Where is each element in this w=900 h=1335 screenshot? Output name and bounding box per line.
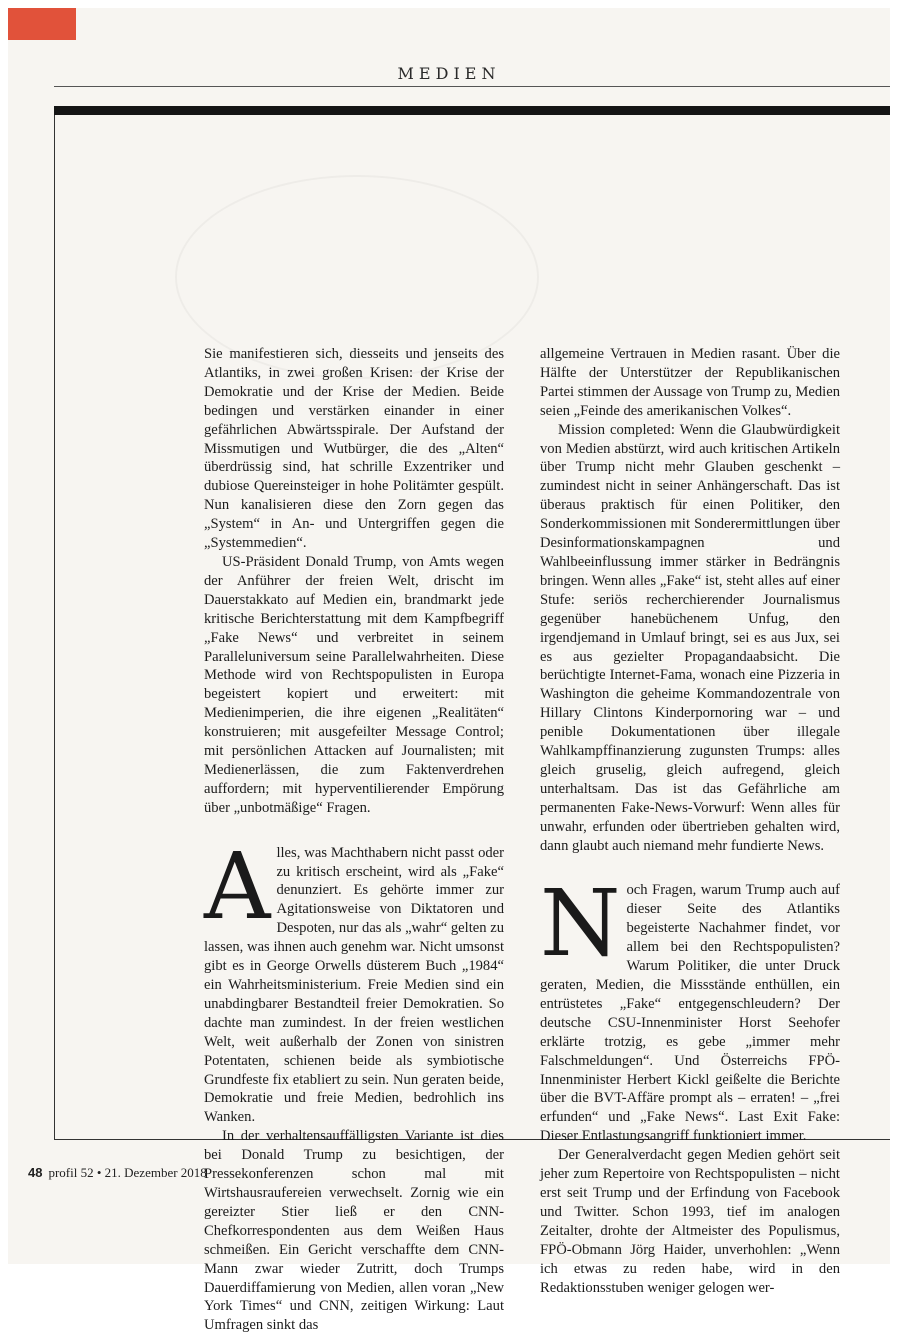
header-rule-thin [54, 86, 890, 87]
drop-cap-paragraph [540, 870, 840, 1146]
page-footer [28, 1165, 207, 1181]
drop-cap-letter: N [540, 870, 621, 978]
corner-color-mark [8, 8, 76, 40]
article-column-right [540, 345, 840, 1297]
paragraph: US-Präsident Donald Trump, von Amts wegen der Anführer der freien Welt, drischt im Dauerstakkato auf Medien ein, brandmarkt jede kritische Berichterstattung mit dem Kampfbegriff „Fake News“ und verbreitet in seinem Paralleluniversum seine Parallelwahrheiten. Diese Methode wird von Rechtspopulisten in Europa begeistert kopiert und erweitert: mit Medienimperien, die ihre eigenen „Realitäten“ konstruieren; mit ausgefeilter Message Control; mit persönlichen Attacken auf Journalisten; mit Medienerlässen, die zum Faktenverdrehen auffordern; mit hyperventilierender Empörung über „unbotmäßige“ Fragen. [204, 553, 504, 816]
drop-cap-text: lles, was Machthabern nicht passt oder zu kritisch erscheint, wird als „Fake“ denunziert. Es gehörte immer zur Agitationsweise von Diktatoren und Despoten, nur das als „wahr“ gelten zu lassen, was ihnen auch genehm war. Nicht umsonst gibt es in George Orwells düsterem Buch „1984“ ein Wahrheitsministerium. Freie Medien sind ein unabdingbarer Bestandteil freier Demokratien. So dachte man zumindest. In der freien westlichen Welt, weit außerhalb der Zonen von sinistren Potentaten, schienen beide als symbiotische Grundfeste fix etabliert zu sein. Nun geraten beide, Demokratie und freie Medien, bedrohlich ins Wanken. [204, 844, 504, 1126]
drop-cap-paragraph [204, 832, 504, 1128]
paragraph: Mission completed: Wenn die Glaubwürdigkeit von Medien abstürzt, wird auch kritischen Artikeln über Trump nicht mehr Glauben geschenkt – zumindest nicht in seiner Anhängerschaft. Das ist überaus praktisch für einen Politiker, den Sonderkommissionen mit Sonderermittlungen über Desinformationskampagnen und Wahlbeeinflussung immer stärker in Bedrängnis bringen. Wenn alles „Fake“ ist, steht alles auf einer Stufe: seriös recherchierender Journalismus gegenüber hanebüchenem Unfug, den irgendjemand in Umlauf bringt, sei es aus Jux, sei es aus gezielter Propagandaabsicht. Die berüchtigte Internet-Fama, wonach eine Pizzeria in Washington die geheime Kommandozentrale von Hillary Clintons Kinderpornoring war – und penible Dokumentationen über illegale Wahlkampffinanzierung zugunsten Trumps: alles gleich gruselig, gleich aufregend, gleich unterhaltsam. Das ist das Gefährliche am permanenten Fake-News-Vorwurf: Wenn alles für unwahr, erfunden oder übertrieben gehalten wird, dann glaubt auch niemand mehr fundierte News. [540, 421, 840, 854]
drop-cap-letter: A [204, 832, 271, 940]
drop-cap-text: och Fragen, warum Trump auch auf dieser Seite des Atlantiks begeisterte Nachahmer findet, vor allem bei den Rechtspopulisten? Warum Politiker, die unter Druck geraten, Medien, die Missstände enthüllen, ein entrüstetes „Fake“ entgegenschleudern? Der deutsche CSU-Innenminister Horst Seehofer erklärte trotzig, es gebe „immer mehr Falschmeldungen“. Und Österreichs FPÖ-Innenminister Herbert Kickl geißelte die Berichte über die BVT-Affäre prompt als – erraten! – „frei erfunden“ und „Fake News“. Last Exit Fake: Dieser Entlastungsangriff funktioniert immer. [540, 882, 840, 1145]
paragraph: Sie manifestieren sich, diesseits und jenseits des Atlantiks, in zwei großen Krisen: der Krise der Demokratie und der Krise der Medien. Beide bedingen und verstärken einander in einer gefährlichen Abwärtsspirale. Der Aufstand der Missmutigen und Wutbürger, die des „Alten“ überdrüssig sind, hat schrille Exzentriker und dubiose Quereinsteiger in hohe Politämter gespült. Nun kanalisieren diese den Zorn gegen das „System“ in An- und Untergriffen gegen die „Systemmedien“. [204, 346, 504, 552]
paragraph: allgemeine Vertrauen in Medien rasant. Über die Hälfte der Unterstützer der Republikanischen Partei stimmen der Aussage von Trump zu, Medien seien „Feinde des amerikanischen Volkes“. [540, 346, 840, 419]
header-rule-thick [54, 106, 890, 115]
page-number: 48 [28, 1165, 43, 1180]
article-column-left [204, 345, 504, 1335]
magazine-page [8, 8, 890, 1334]
section-label: MEDIEN [397, 64, 501, 83]
paragraph: Der Generalverdacht gegen Medien gehört seit jeher zum Repertoire von Rechtspopulisten – nicht erst seit Trump und der Erfindung von Facebook und Twitter. Schon 1993, tief im analogen Zeitalter, drohte der Altmeister des Populismus, FPÖ-Obmann Jörg Haider, unverhohlen: „Wenn ich etwas zu reden habe, wird in den Redaktionsstuben weniger gelogen wer- [540, 1147, 840, 1296]
issue-info: profil 52 • 21. Dezember 2018 [48, 1165, 207, 1180]
paragraph: In der verhaltensauffälligsten Variante ist dies bei Donald Trump zu besichtigen, der Pressekonferenzen schon mal mit Wirtshausraufereien verwechselt. Zornig wie ein gereizter Stier ließ er den CNN-Chefkorrespondenten aus dem Weißen Haus schmeißen. Ein Gericht verschaffte dem CNN-Mann zwar wieder Zutritt, doch Trumps Dauerdiffamierung von Medien, allen voran „New York Times“ und CNN, zeitigen Wirkung: Laut Umfragen sinkt das [204, 1128, 504, 1334]
